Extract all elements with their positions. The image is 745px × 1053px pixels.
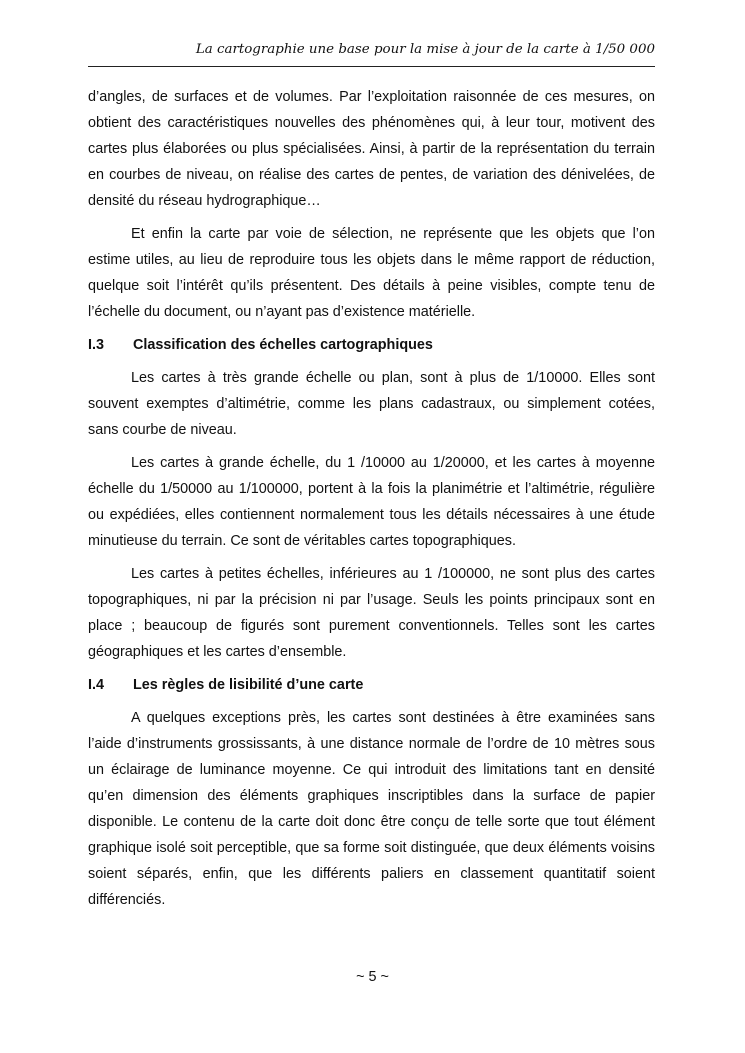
section-heading-i3 [88,332,655,358]
running-header: La cartographie une base pour la mise à jour de la carte à 1/50 000 [88,40,655,67]
section-number: I.4 [88,677,104,693]
paragraph-i4-1: A quelques exceptions près, les cartes sont destinées à être examinées sans l’aide d’instruments grossissants, à une distance normale de l’ordre de 10 mètres sous un éclairage de luminance moyenne. Ce qui introduit des limitations tant en densité qu’en dimension des éléments graphiques inscriptibles dans la surface de papier disponible. Le contenu de la carte doit donc être conçu de telle sorte que tout élément graphique isolé soit perceptible, que sa forme soit distinguée, que deux éléments voisins soient séparés, enfin, que les différents paliers en classement quantitatif soient différenciés. [88,710,655,908]
paragraph-i3-3: Les cartes à petites échelles, inférieures au 1 /100000, ne sont plus des cartes topographiques, ni par la précision ni par l’usage. Seuls les points principaux sont en place ; beaucoup de figurés sont purement conventionnels. Telles sont les cartes géographiques et les cartes d’ensemble. [88,566,655,660]
paragraph-intro-1: d’angles, de surfaces et de volumes. Par l’exploitation raisonnée de ces mesures, on obtient des caractéristiques nouvelles des phénomènes qui, à leur tour, motivent des cartes plus élaborées ou plus spécialisées. Ainsi, à partir de la représentation du terrain en courbes de niveau, on réalise des cartes de pentes, de variation des dénivelées, de densité du réseau hydrographique… [88,89,655,209]
page-body [88,84,655,920]
section-title: Les règles de lisibilité d’une carte [133,677,364,693]
paragraph-intro-2: Et enfin la carte par voie de sélection, ne représente que les objets que l’on estime utiles, au lieu de reproduire tous les objets dans le même rapport de réduction, quelque soit l’intérêt qu’ils présentent. Des détails à peine visibles, compte tenu de l’échelle du document, ou n’ayant pas d’existence matérielle. [88,226,655,320]
paragraph-i3-1: Les cartes à très grande échelle ou plan, sont à plus de 1/10000. Elles sont souvent exemptes d’altimétrie, comme les plans cadastraux, ou simplement cotées, sans courbe de niveau. [88,370,655,438]
paragraph-i3-2: Les cartes à grande échelle, du 1 /10000 au 1/20000, et les cartes à moyenne échelle du 1/50000 au 1/100000, portent à la fois la planimétrie et l’altimétrie, régulière ou expédiées, elles contiennent normalement tous les détails nécessaires à une étude minutieuse du terrain. Ce sont de véritables cartes topographiques. [88,455,655,549]
page-number: ~ 5 ~ [356,969,389,985]
section-title: Classification des échelles cartographiques [133,337,433,353]
section-heading-i4 [88,672,655,698]
section-number: I.3 [88,337,104,353]
